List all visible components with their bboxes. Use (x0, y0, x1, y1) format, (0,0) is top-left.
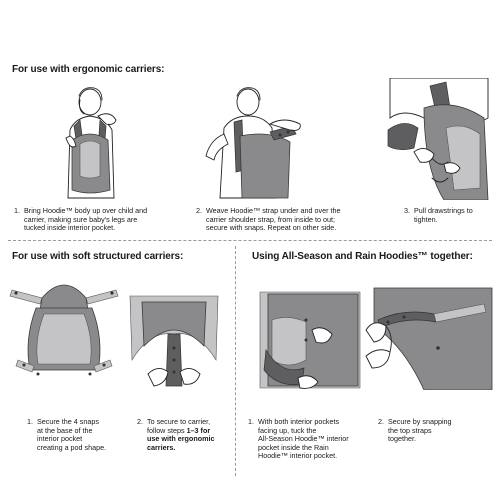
step-line: interior pocket (37, 434, 83, 444)
step-together-1 (248, 418, 376, 468)
erg3-illustration (384, 78, 494, 200)
tog2-illustration (364, 286, 494, 390)
step-line: To secure to carrier, (147, 417, 211, 426)
step-line: together. (388, 434, 416, 444)
step-line: Pull drawstrings to (414, 206, 473, 215)
step-line: tucked inside interior pocket. (24, 223, 116, 233)
heading-soft: For use with soft structured carriers: (12, 251, 184, 262)
step-erg-3 (404, 207, 496, 227)
step-line: Secure the 4 snaps (37, 417, 99, 426)
step-erg-2 (196, 207, 371, 237)
step-line: creating a pod shape. (37, 442, 107, 452)
step-line: tighten. (414, 214, 438, 224)
divider-vertical (235, 246, 236, 476)
step-line: pocket inside the Rain (258, 442, 329, 452)
step-number: 3. (404, 206, 410, 215)
step-line: use with ergonomic (147, 434, 215, 444)
step-line: Hoodie™ interior pocket. (258, 451, 338, 461)
divider-horizontal (8, 240, 492, 241)
step-number: 1. (248, 417, 254, 426)
step-number: 1. (14, 206, 20, 215)
soft1-illustration (8, 270, 120, 382)
step-line: carriers. (147, 442, 176, 452)
step-number: 2. (137, 417, 143, 426)
step-line: Secure by snapping (388, 417, 452, 426)
step-line: secure with snaps. Repeat on other side. (206, 223, 337, 233)
step-soft-2 (137, 418, 233, 458)
step-line: carrier, making sure baby's legs are (24, 214, 138, 224)
step-erg-1 (14, 207, 174, 237)
step-number: 2. (196, 206, 202, 215)
step-line: All-Season Hoodie™ interior (258, 434, 349, 444)
step-line: facing up, tuck the (258, 425, 317, 435)
step-line: at the base of the (37, 425, 93, 435)
heading-together: Using All-Season and Rain Hoodies™ together: (252, 251, 473, 262)
step-line: Weave Hoodie™ strap under and over the (206, 206, 341, 215)
step-line: carrier shoulder strap, from inside to out; (206, 214, 336, 224)
soft2-illustration (128, 290, 220, 390)
tog1-illustration (258, 290, 362, 390)
erg2-illustration (200, 80, 310, 200)
step-line-mixed: follow steps 1–3 for (147, 425, 211, 435)
step-line: the top straps (388, 425, 432, 435)
step-line: With both interior pockets (258, 417, 340, 426)
step-soft-1 (27, 418, 127, 458)
heading-ergonomic: For use with ergonomic carriers: (12, 64, 165, 75)
step-number: 1. (27, 417, 33, 426)
step-number: 2. (378, 417, 384, 426)
erg1-illustration (50, 80, 140, 200)
step-line: Bring Hoodie™ body up over child and (24, 206, 148, 215)
step-together-2 (378, 418, 478, 448)
